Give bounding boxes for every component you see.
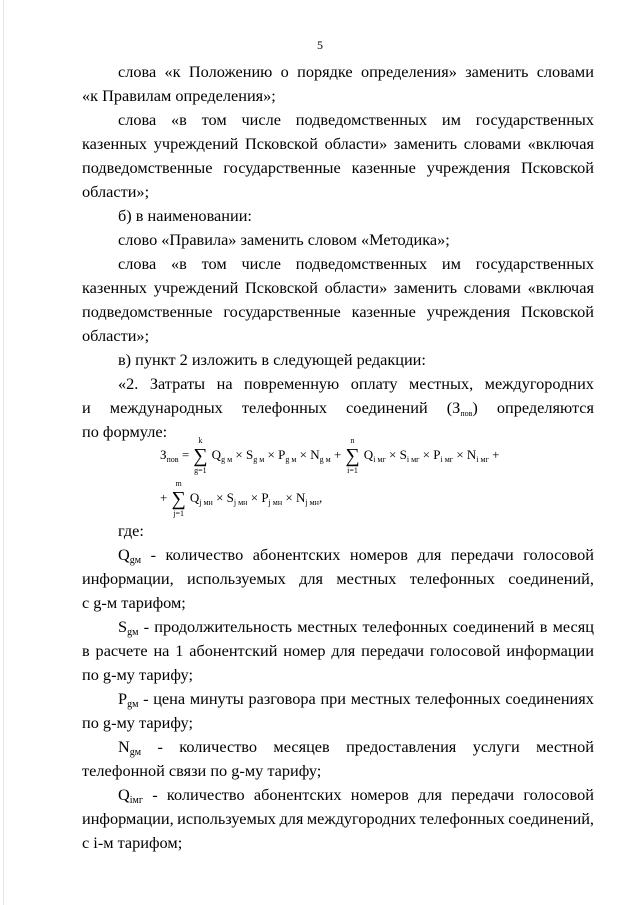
d4-line-2: телефонной связи по g-му тарифу;: [82, 761, 322, 780]
word: информации,: [82, 569, 174, 588]
word: области»: [324, 134, 388, 153]
p2-line-4: области»;: [82, 182, 150, 201]
p5-line-2: [82, 280, 594, 296]
word: абонентский: [189, 641, 278, 660]
word: расчете: [95, 641, 148, 660]
word: местных: [336, 569, 397, 588]
word: номер: [283, 641, 326, 660]
sum-symbol: ∑ n i=1: [345, 436, 360, 475]
word: им: [441, 254, 461, 273]
d5-line-3: с i-м тарифом;: [82, 833, 183, 852]
word: для: [299, 569, 323, 588]
where-label: где:: [118, 521, 144, 540]
word: подведомственные: [82, 158, 213, 177]
word: том: [201, 110, 227, 129]
scan-edge: [3, 0, 4, 905]
p1-line-1: [118, 64, 594, 80]
p4-line: слово «Правила» заменить словом «Методика»;: [118, 230, 450, 249]
formula-line-2: + ∑ m j=1 $Q_{j мн} \times S_{j мн} \times P_{j мн} \times N_{j мн}$,: [160, 479, 323, 518]
word: учреждений: [153, 278, 239, 297]
word: казенные: [351, 302, 416, 321]
word: междугородних: [306, 809, 417, 828]
word: подведомственных: [295, 254, 428, 273]
word: Псковской: [521, 302, 594, 321]
d5-line-2: [82, 811, 594, 827]
word: заменить: [393, 278, 458, 297]
word: голосовой: [429, 641, 501, 660]
d2-line-3: по g-му тарифу;: [82, 665, 193, 684]
p6-line: в) пункт 2 изложить в следующей редакции:: [118, 350, 426, 369]
word: используемых: [186, 569, 286, 588]
d2-line-1: $S_{gм}$ - продолжительность местных телефонных соединений в месяц: [118, 617, 594, 638]
word: государственные: [223, 158, 341, 177]
formula-line-1: $З_{пов}$ = ∑ k g=1 $Q_{g м} \times S_{g м} \times P_{g м} \times N_{g м}$ + ∑ n i=1 $Q_{i мг} \times S_{i мг} \times P_{i мг} \times N_{i мг}$ +: [160, 436, 500, 475]
p1-line-2: «к Правилам определения»;: [82, 86, 276, 105]
word: порядке: [297, 62, 353, 81]
word: «в: [171, 254, 187, 273]
word: информации,: [82, 809, 174, 828]
word: подведомственные: [82, 302, 213, 321]
word: казенных: [82, 278, 148, 297]
word: числе: [241, 254, 281, 273]
p2-line-2: [82, 136, 594, 152]
word: том: [201, 254, 227, 273]
d4-line-1: $N_{gм}$ - количество месяцев предоставления услуги местной: [118, 737, 594, 758]
word: передачи: [361, 641, 424, 660]
p2-line-1: [118, 112, 594, 128]
word: повременную: [244, 374, 340, 393]
word: казенные: [351, 158, 416, 177]
word: «в: [171, 110, 187, 129]
word: им: [441, 110, 461, 129]
word: Псковской: [245, 134, 318, 153]
word: для: [279, 809, 304, 828]
word: «к: [164, 62, 181, 81]
word: телефонных: [419, 809, 505, 828]
word: междугородних: [484, 374, 594, 393]
word: государственные: [223, 302, 341, 321]
word: «включая: [527, 134, 594, 153]
d2-line-2: [82, 643, 594, 659]
word: учреждения: [426, 158, 511, 177]
word: Псковской: [245, 278, 318, 297]
word: «2.: [118, 374, 139, 393]
word: для: [331, 641, 356, 660]
word: казенных: [82, 134, 148, 153]
word: учреждения: [426, 302, 511, 321]
word: словами: [463, 134, 521, 153]
word: заменить: [465, 62, 529, 81]
p7-line-1: [118, 376, 594, 392]
word: «включая: [527, 278, 594, 297]
word: области»: [324, 278, 388, 297]
word: государственных: [475, 254, 594, 273]
d1-line-1: $Q_{gм}$ - количество абонентских номеров для передачи голосовой: [118, 545, 594, 566]
word: Положению: [188, 62, 273, 81]
word: информации: [506, 641, 594, 660]
word: слова: [118, 62, 157, 81]
word: словами: [463, 278, 521, 297]
word: оплату: [350, 374, 398, 393]
word: слова: [118, 110, 157, 129]
d1-line-3: с g-м тарифом;: [82, 593, 186, 612]
word: местных,: [409, 374, 474, 393]
word: соединений,: [508, 809, 594, 828]
p7-line-2: и международных телефонных соединений $(З_{пов})$ определяются: [82, 398, 594, 418]
word: учреждений: [153, 134, 239, 153]
sum-symbol: ∑ k g=1: [193, 436, 208, 475]
word: на: [153, 641, 170, 660]
word: Псковской: [521, 158, 594, 177]
word: Затраты: [149, 374, 206, 393]
p7-line-3: по формуле:: [82, 422, 168, 441]
word: телефонных: [409, 569, 495, 588]
word: используемых: [177, 809, 276, 828]
d3-line-1: $P_{gм}$ - цена минуты разговора при местных телефонных соединениях: [118, 689, 594, 710]
word: соединений,: [508, 569, 594, 588]
word: государственных: [475, 110, 594, 129]
word: определения»: [360, 62, 457, 81]
p2-line-3: [82, 160, 594, 176]
word: на: [216, 374, 233, 393]
word: числе: [241, 110, 281, 129]
word: словами: [536, 62, 594, 81]
d1-line-2: [82, 571, 594, 587]
page-number: 5: [317, 38, 323, 52]
p5-line-4: области»;: [82, 326, 150, 345]
p5-line-1: [118, 256, 594, 272]
word: 1: [175, 641, 184, 660]
word: в: [82, 641, 90, 660]
word: заменить: [393, 134, 458, 153]
word: слова: [118, 254, 157, 273]
d3-line-2: по g-му тарифу;: [82, 713, 193, 732]
p5-line-3: [82, 304, 594, 320]
sum-symbol: ∑ m j=1: [171, 479, 186, 518]
word: о: [280, 62, 289, 81]
word: подведомственных: [295, 110, 428, 129]
d5-line-1: $Q_{iмг}$ - количество абонентских номеров для передачи голосовой: [118, 785, 594, 806]
p3-line: б) в наименовании:: [118, 206, 252, 225]
